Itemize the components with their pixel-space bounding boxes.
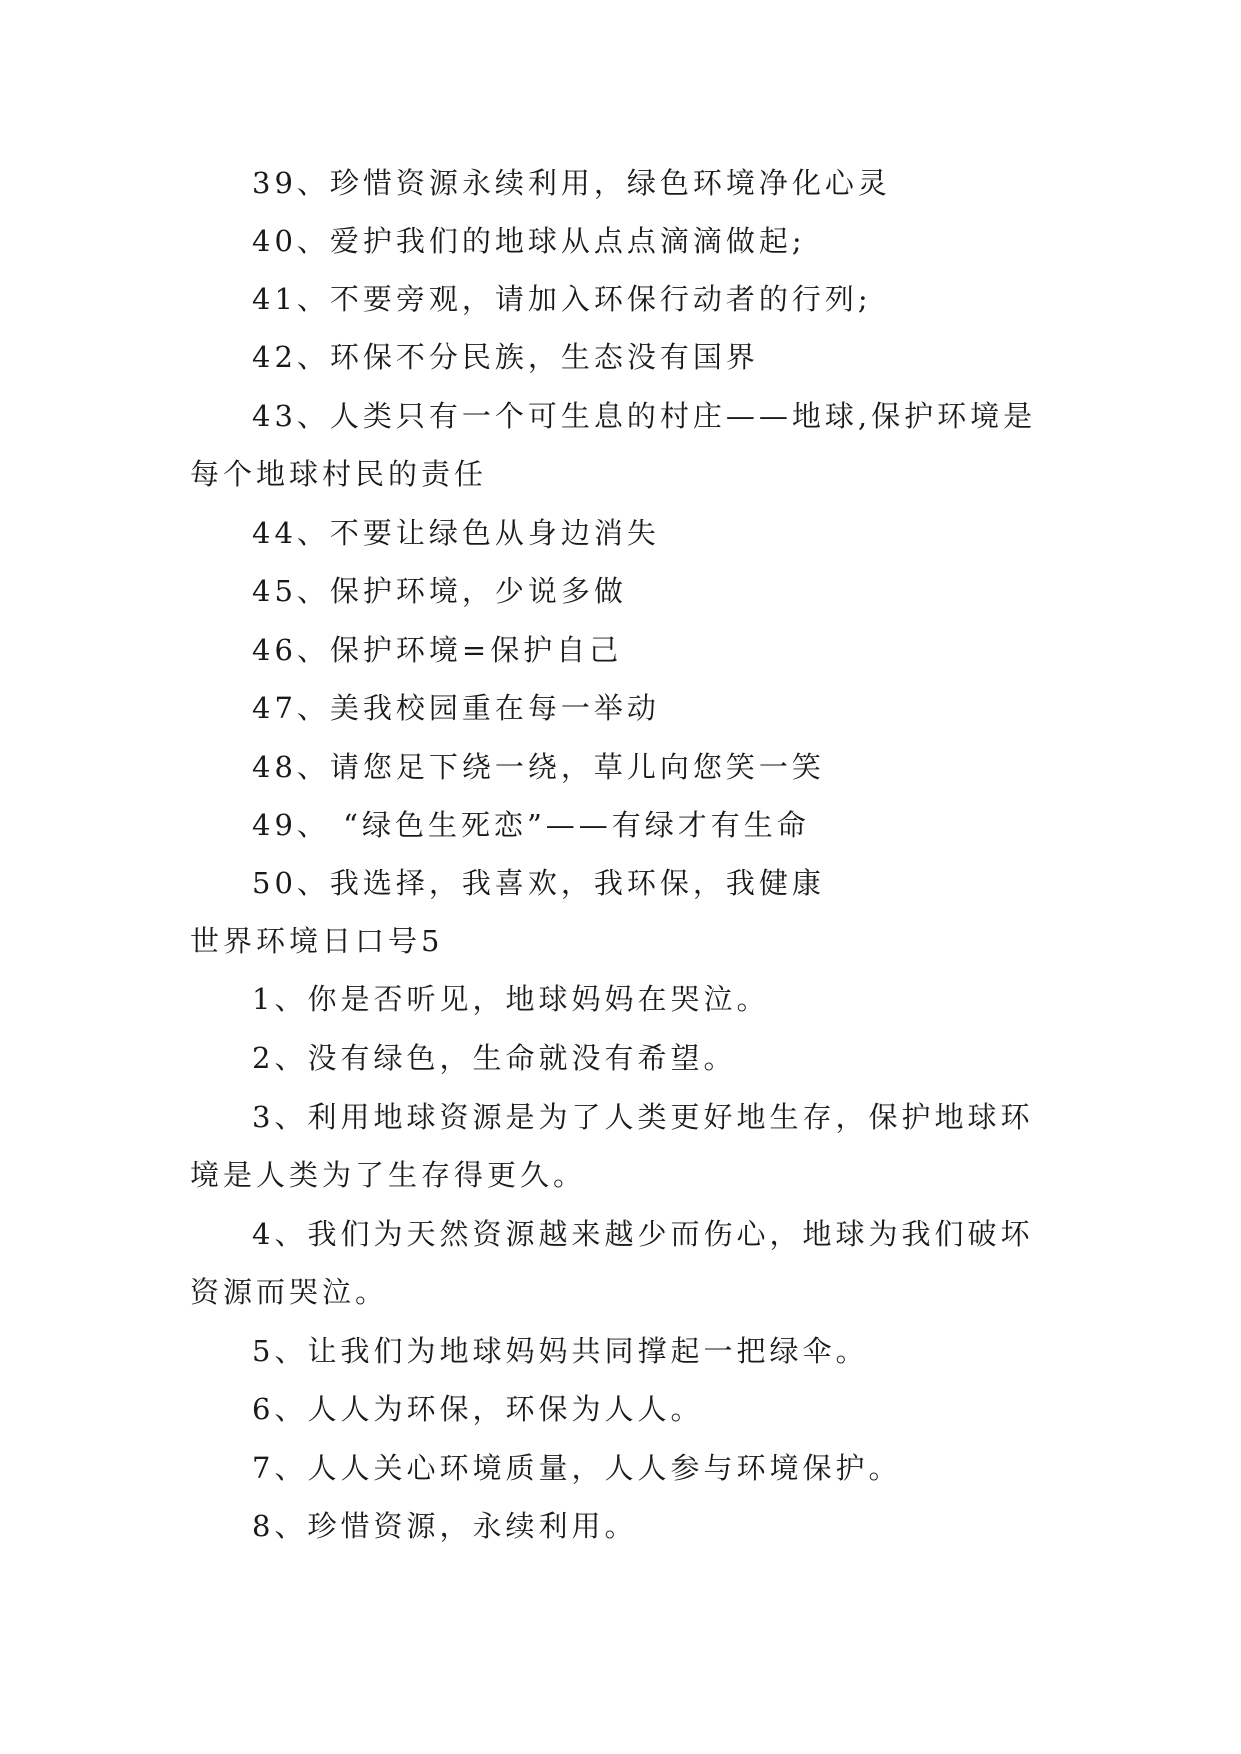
slogan-50: 50、我选择，我喜欢，我环保，我健康 [252,866,825,900]
slogan-45: 45、保护环境，少说多做 [252,574,627,608]
slogan-3-continued: 境是人类为了生存得更久。 [190,1158,587,1192]
slogan-43: 43、人类只有一个可生息的村庄——地球,保护环境是 [252,399,1037,433]
slogan-1: 1、你是否听见，地球妈妈在哭泣。 [252,982,770,1016]
slogan-4: 4、我们为天然资源越来越少而伤心，地球为我们破坏 [252,1217,1034,1251]
slogan-40: 40、爱护我们的地球从点点滴滴做起; [252,224,806,258]
slogan-2: 2、没有绿色，生命就没有希望。 [252,1041,737,1075]
slogan-41: 41、不要旁观，请加入环保行动者的行列; [252,282,872,316]
slogan-6: 6、人人为环保，环保为人人。 [252,1392,704,1426]
slogan-48: 48、请您足下绕一绕，草儿向您笑一笑 [252,750,825,784]
slogan-7: 7、人人关心环境质量，人人参与环境保护。 [252,1451,902,1485]
slogan-44: 44、不要让绿色从身边消失 [252,516,660,550]
slogan-3: 3、利用地球资源是为了人类更好地生存，保护地球环 [252,1100,1034,1134]
slogan-8: 8、珍惜资源，永续利用。 [252,1509,638,1543]
slogan-43-continued: 每个地球村民的责任 [190,457,488,491]
section-heading: 世界环境日口号5 [190,924,444,958]
slogan-4-continued: 资源而哭泣。 [190,1275,389,1309]
slogan-46: 46、保护环境=保护自己 [252,633,623,667]
slogan-49: 49、 “绿色生死恋”——有绿才有生命 [252,808,810,842]
slogan-39: 39、珍惜资源永续利用，绿色环境净化心灵 [252,166,891,200]
slogan-47: 47、美我校园重在每一举动 [252,691,660,725]
slogan-42: 42、环保不分民族，生态没有国界 [252,340,759,374]
slogan-5: 5、让我们为地球妈妈共同撑起一把绿伞。 [252,1334,869,1368]
